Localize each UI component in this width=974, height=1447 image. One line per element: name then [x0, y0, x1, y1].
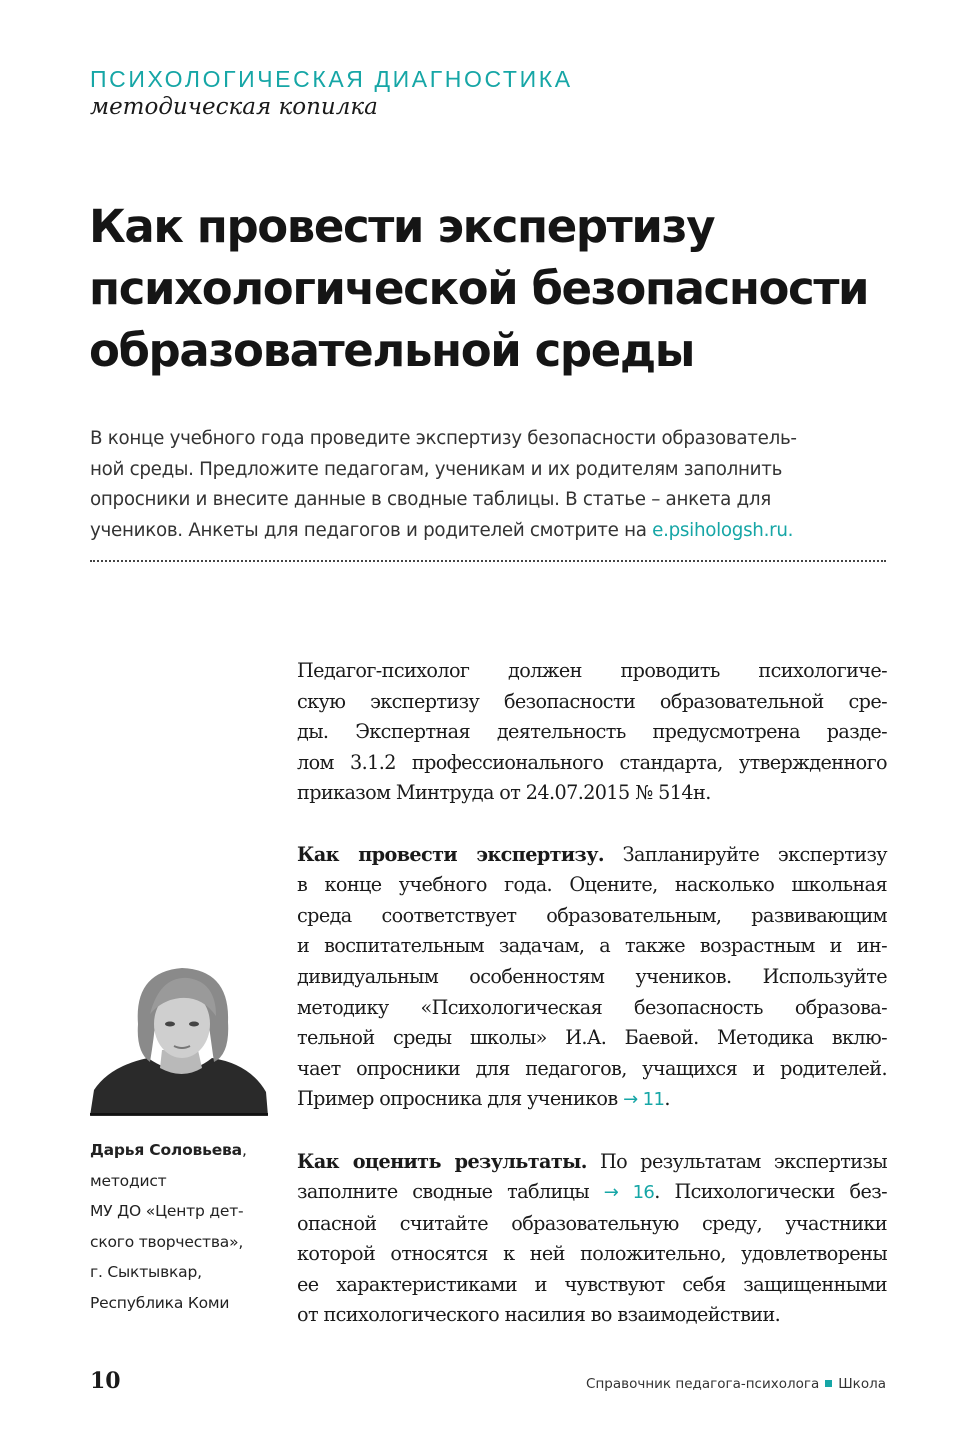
paragraph-how-to: [297, 840, 887, 1116]
body-line: Как оценить результаты. По результатам экспертизы: [297, 1149, 887, 1173]
author-name: Дарья Соловьева: [90, 1141, 242, 1159]
body-line: которой относятся к ней положительно, удовлетворены: [297, 1242, 887, 1266]
body-line: опасной считайте образовательную среду, участники: [297, 1211, 887, 1235]
body-line: среда соответствует образовательным, развивающим: [297, 903, 887, 927]
author-name-line: Дарья Соловьева,: [90, 1141, 247, 1159]
article-lead: [90, 424, 890, 546]
lead-line: [90, 516, 890, 547]
body-line: и воспитательным задачам, а также возрастным и ин-: [297, 934, 887, 958]
lead-last-text: учеников. Анкеты для педагогов и родителей смотрите на: [90, 519, 653, 541]
author-photo: [90, 958, 268, 1116]
body-line: методику «Психологическая безопасность образова-: [297, 995, 887, 1019]
page-reference-link[interactable]: → 16: [603, 1182, 655, 1204]
page-reference-link[interactable]: → 11: [623, 1089, 665, 1111]
title-line: Как провести экспертизу: [89, 200, 715, 253]
paragraph-results: [297, 1147, 887, 1332]
author-caption: [90, 1135, 280, 1318]
article-body: [297, 656, 887, 1362]
author-detail: методист: [90, 1171, 167, 1190]
author-detail: ского творчества»,: [90, 1232, 244, 1251]
title-line: образовательной среды: [89, 324, 695, 377]
body-line: тельной среды школы» И.А. Баевой. Методика вклю-: [297, 1026, 887, 1050]
section-rubric: ПСИХОЛОГИЧЕСКАЯ ДИАГНОСТИКА: [90, 66, 573, 92]
author-detail: г. Сыктывкар,: [90, 1263, 202, 1281]
running-footer: [586, 1376, 886, 1392]
paragraph-heading: Как провести экспертизу.: [297, 842, 604, 866]
body-line: в конце учебного года. Оцените, насколько школьная: [297, 873, 887, 897]
body-line: приказом Минтруда от 24.07.2015 № 514н.: [297, 781, 711, 805]
page-number: 10: [90, 1368, 121, 1394]
body-line: лом 3.1.2 профессионального стандарта, утвержденного: [297, 750, 887, 774]
section-subrubric: методическая копилка: [90, 94, 378, 120]
paragraph-heading: Как оценить результаты.: [297, 1149, 587, 1173]
body-line: Как провести экспертизу. Запланируйте экспертизу: [297, 842, 887, 866]
author-detail: Республика Коми: [90, 1293, 230, 1312]
author-detail: МУ ДО «Центр дет-: [90, 1202, 244, 1220]
journal-name: Справочник педагога-психолога: [586, 1376, 820, 1392]
body-line: дивидуальным особенностям учеников. Используйте: [297, 964, 887, 988]
lead-line: В конце учебного года проведите экспертизу безопасности образователь-: [90, 428, 797, 449]
title-line: психологической безопасности: [89, 262, 869, 315]
dotted-divider: [90, 560, 886, 562]
article-title: [89, 196, 909, 382]
lead-line: ной среды. Предложите педагогам, ученикам и их родителям заполнить: [90, 458, 783, 480]
body-line: Пример опросника для учеников → 11.: [297, 1087, 670, 1111]
square-bullet-icon: [825, 1380, 832, 1387]
body-line: скую экспертизу безопасности образовательной сре-: [297, 689, 887, 713]
body-line: от психологического насилия во взаимодействии.: [297, 1303, 781, 1327]
website-link[interactable]: e.psihologsh.ru.: [652, 519, 794, 541]
body-line: ее характеристиками и чувствуют себя защищенными: [297, 1272, 887, 1296]
body-line: ды. Экспертная деятельность предусмотрена разде-: [297, 720, 887, 744]
journal-section: Школа: [838, 1376, 886, 1392]
paragraph-intro: [297, 656, 887, 809]
body-line: заполните сводные таблицы → 16. Психологически без-: [297, 1180, 888, 1204]
lead-line: опросники и внесите данные в сводные таблицы. В статье – анкета для: [90, 489, 771, 510]
body-line: чает опросники для педагогов, учащихся и родителей.: [297, 1056, 887, 1080]
body-line: Педагог-психолог должен проводить психологиче-: [297, 659, 887, 682]
